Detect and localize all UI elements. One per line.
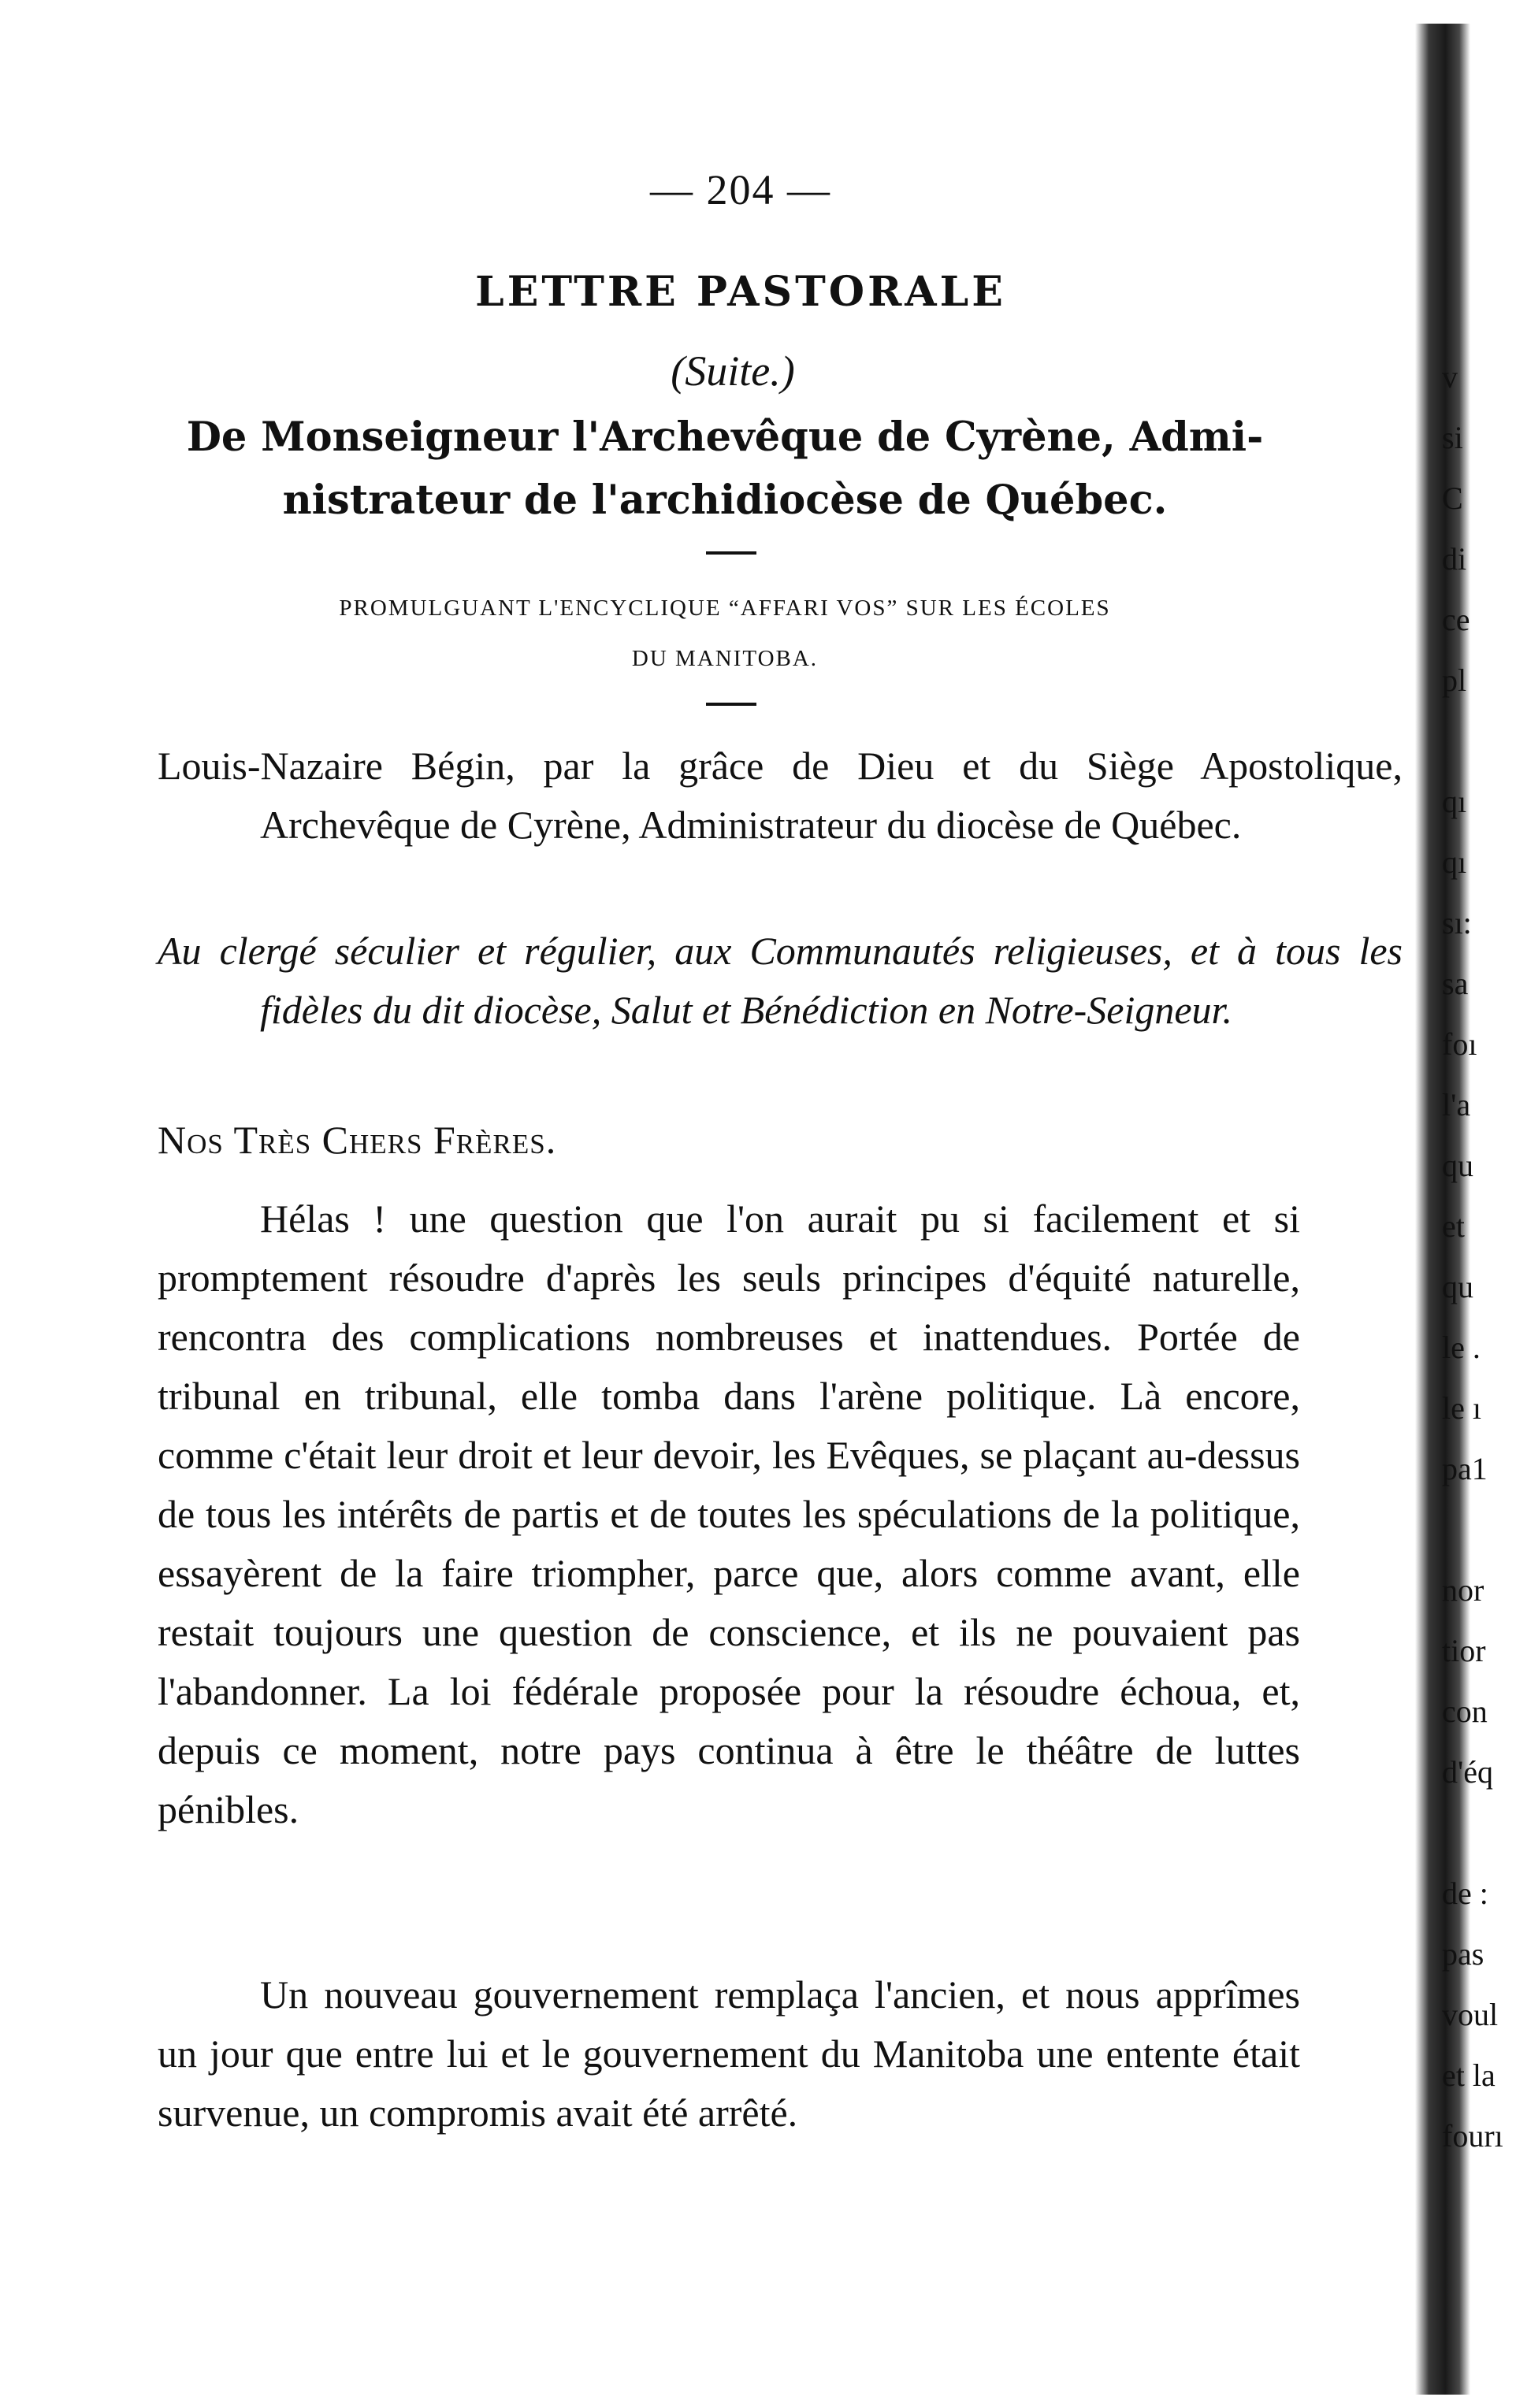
sender-paragraph: Louis-Nazaire Bégin, par la grâce de Dieu et du Siège Apostolique, Archevêque de Cyrène, Administrateur du diocèse de Québec. <box>158 744 1403 847</box>
margin-fragment: si <box>1442 420 1463 455</box>
body-paragraph-1: Hélas ! une question que l'on aurait pu si facilement et si promptement résoudre d'après les seuls principes d'équité naturelle, rencontra des complications nombreuses et inattendues. Portée de tribunal en tribunal, elle tomba dans l'arène politique. Là encore, comme c'était leur droit et leur devoir, les Evêques, se plaçant au-dessus de tous les intérêts de partis et de toutes les spéculations de la politique, essayèrent de la faire triompher, parce que, alors comme avant, elle restait toujours une question de conscience, et ils ne pouvaient pas l'abandonner. La loi fédérale proposée pour la résoudre échoua, et, depuis ce moment, notre pays continua à être le théâtre de luttes pénibles. <box>158 1197 1300 1831</box>
margin-fragment: C <box>1442 480 1463 516</box>
author-heading-line2: nistrateur de l'archidiocèse de Québec. <box>282 477 1168 524</box>
margin-fragment: pa1 <box>1442 1451 1488 1486</box>
margin-fragment <box>1442 1499 1516 1560</box>
margin-fragment: sa <box>1442 966 1469 1001</box>
margin-fragment: qı <box>1442 844 1467 880</box>
margin-fragment: ce <box>1442 602 1470 637</box>
margin-fragment: di <box>1442 541 1467 577</box>
margin-fragment: l'a <box>1442 1087 1471 1122</box>
salutation: Nos Très Chers Frères. <box>158 1118 557 1162</box>
divider-rule-2 <box>706 703 756 706</box>
margin-fragment: foı <box>1442 1026 1477 1062</box>
letter-title: LETTRE PASTORALE <box>475 268 1006 316</box>
margin-fragment: v <box>1442 359 1458 395</box>
promulgation-subtitle <box>197 583 1253 684</box>
margin-fragment: le ı <box>1442 1390 1481 1426</box>
margin-fragment: d'éq <box>1442 1754 1493 1790</box>
divider-rule-1 <box>706 551 756 555</box>
margin-fragment: qu <box>1442 1269 1473 1304</box>
page-number: — 204 — <box>650 166 831 213</box>
margin-fragment: tior <box>1442 1633 1486 1668</box>
facing-page-fragments <box>1442 347 1516 2166</box>
body-paragraph-2: Un nouveau gouvernement remplaça l'ancien, et nous apprîmes un jour que entre lui et le gouvernement du Manitoba une entente était survenue, un compromis avait été arrêté. <box>158 1972 1300 2135</box>
margin-fragment: pl <box>1442 662 1467 698</box>
margin-fragment: et la <box>1442 2057 1496 2093</box>
margin-fragment: et <box>1442 1208 1465 1244</box>
author-heading <box>158 406 1292 532</box>
margin-fragment: qı <box>1442 784 1467 819</box>
margin-fragment: le . <box>1442 1330 1481 1365</box>
margin-fragment: nor <box>1442 1572 1484 1608</box>
margin-fragment: sı: <box>1442 905 1472 941</box>
margin-fragment: fourı <box>1442 2118 1503 2154</box>
margin-fragment: de : <box>1442 1876 1488 1911</box>
margin-fragment <box>1442 1802 1516 1863</box>
margin-fragment <box>1442 711 1516 771</box>
author-heading-line1: De Monseigneur l'Archevêque de Cyrène, Admi- <box>186 414 1264 461</box>
promulgation-line2: DU MANITOBA. <box>631 646 819 671</box>
address-paragraph: Au clergé séculier et régulier, aux Communautés religieuses, et à tous les fidèles du dit diocèse, Salut et Bénédiction en Notre-Seigneur. <box>158 929 1403 1032</box>
suite-label: (Suite.) <box>671 347 795 395</box>
margin-fragment: qu <box>1442 1148 1473 1183</box>
margin-fragment: pas <box>1442 1936 1484 1972</box>
margin-fragment: voul <box>1442 1997 1499 2032</box>
promulgation-line1: PROMULGUANT L'ENCYCLIQUE “AFFARI VOS” SUR LES ÉCOLES <box>339 596 1111 621</box>
margin-fragment: con <box>1442 1694 1488 1729</box>
